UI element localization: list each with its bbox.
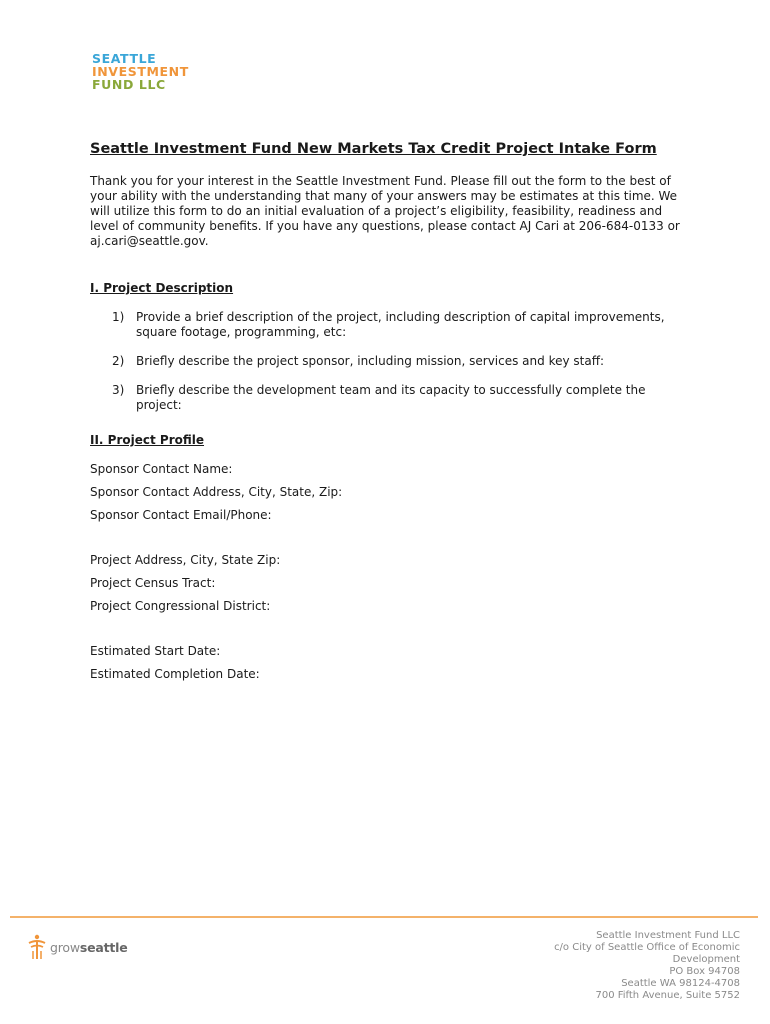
form-content bbox=[90, 140, 680, 690]
section-heading-project-description: I. Project Description bbox=[90, 281, 234, 295]
question-item bbox=[90, 310, 680, 340]
field-label-project-census-tract: Project Census Tract: bbox=[90, 576, 216, 590]
question-number: 2) bbox=[112, 354, 125, 368]
question-text: Provide a brief description of the project, including description of capital improvements, square footage, programming, etc: bbox=[136, 310, 665, 339]
question-number: 1) bbox=[112, 310, 125, 324]
intro-paragraph: Thank you for your interest in the Seattle Investment Fund. Please fill out the form to the best of your ability with the understanding that many of your answers may be estimates at this time. We will utilize this form to do an initial evaluation of a project’s eligibility, feasibility, readiness and level of community benefits. If you have any questions, please contact AJ Cari at 206-684-0133 or aj.cari@seattle.gov. bbox=[90, 174, 680, 248]
field-label-sponsor-contact-name: Sponsor Contact Name: bbox=[90, 462, 233, 476]
question-item bbox=[90, 354, 680, 369]
footer-address bbox=[554, 930, 740, 1002]
address-line: 700 Fifth Avenue, Suite 5752 bbox=[595, 990, 740, 1001]
logo-line-3: FUND LLC bbox=[92, 77, 166, 92]
address-line: c/o City of Seattle Office of Economic bbox=[554, 942, 740, 953]
address-line: Seattle Investment Fund LLC bbox=[596, 930, 740, 941]
question-number: 3) bbox=[112, 383, 125, 397]
grow-seattle-figure-icon bbox=[26, 934, 48, 960]
section-heading-project-profile: II. Project Profile bbox=[90, 433, 205, 447]
field-label-estimated-completion-date: Estimated Completion Date: bbox=[90, 667, 260, 681]
address-line: Seattle WA 98124-4708 bbox=[621, 978, 740, 989]
question-list bbox=[90, 310, 680, 413]
grow-seattle-logo bbox=[26, 934, 128, 960]
address-line: Development bbox=[672, 954, 740, 965]
grow-seattle-wordmark: growseattle bbox=[50, 939, 128, 955]
page-title: Seattle Investment Fund New Markets Tax Credit Project Intake Form bbox=[90, 141, 657, 157]
field-label-sponsor-contact-address: Sponsor Contact Address, City, State, Zip: bbox=[90, 485, 343, 499]
field-label-sponsor-contact-email-phone: Sponsor Contact Email/Phone: bbox=[90, 508, 272, 522]
field-label-project-address: Project Address, City, State Zip: bbox=[90, 553, 281, 567]
address-line: PO Box 94708 bbox=[669, 966, 740, 977]
field-label-estimated-start-date: Estimated Start Date: bbox=[90, 644, 221, 658]
field-label-project-congressional-district: Project Congressional District: bbox=[90, 599, 271, 613]
footer-divider bbox=[10, 916, 758, 918]
profile-fields bbox=[90, 462, 680, 690]
logo-line-1: SEATTLE bbox=[92, 51, 157, 66]
logo-line-2: INVESTMENT bbox=[92, 64, 189, 79]
question-text: Briefly describe the project sponsor, including mission, services and key staff: bbox=[136, 354, 605, 368]
question-text: Briefly describe the development team and its capacity to successfully complete the project: bbox=[136, 383, 646, 412]
seattle-investment-fund-logo bbox=[92, 52, 189, 91]
question-item bbox=[90, 383, 680, 413]
